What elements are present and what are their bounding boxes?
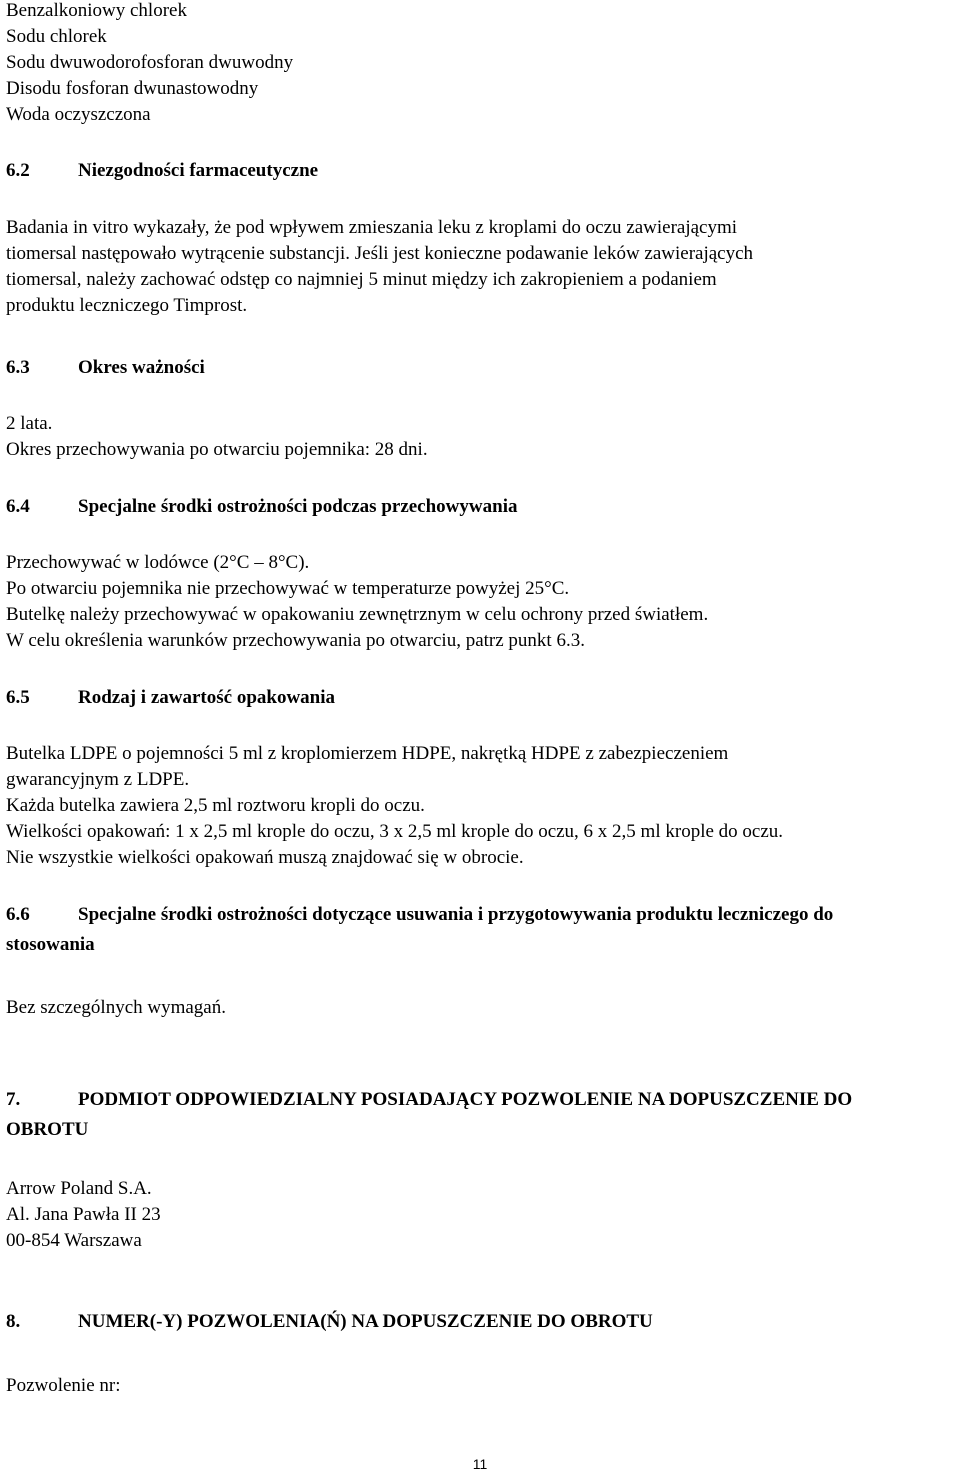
body-line: Wielkości opakowań: 1 x 2,5 ml krople do oczu, 3 x 2,5 ml krople do oczu, 6 x 2,5 ml krople do oczu. [6,821,784,842]
section-number: 6.3 [6,357,30,378]
section-heading-6-4 [6,494,517,520]
section-body-7 [6,1176,161,1254]
body-line: gwarancyjnym z LDPE. [6,769,190,790]
section-body-6-2 [6,215,753,319]
section-body-6-6: Bez szczególnych wymagań. [6,997,226,1018]
body-line: Każda butelka zawiera 2,5 ml roztworu kropli do oczu. [6,795,425,816]
body-line: Badania in vitro wykazały, że pod wpływem zmieszania leku z kroplami do oczu zawierającymi [6,217,738,238]
body-line: Arrow Poland S.A. [6,1178,152,1199]
section-number: 6.4 [6,496,30,517]
ingredient-item: Sodu chlorek [6,26,107,47]
section-number: 6.6 [6,904,30,925]
section-body-6-3 [6,411,428,463]
ingredients-list [6,0,293,128]
body-line: Okres przechowywania po otwarciu pojemnika: 28 dni. [6,439,428,460]
section-heading-7 [6,1085,866,1145]
body-line: tiomersal następowało wytrącenie substancji. Jeśli jest konieczne podawanie leków zawierających [6,243,754,264]
section-title: Okres ważności [78,357,205,378]
section-body-6-4 [6,550,708,654]
section-number: 7. [6,1089,21,1110]
ingredient-item: Sodu dwuwodorofosforan dwuwodny [6,52,294,73]
section-title: NUMER(-Y) POZWOLENIA(Ń) NA DOPUSZCZENIE DO OBROTU [78,1311,653,1332]
body-line: produktu leczniczego Timprost. [6,295,248,316]
section-heading-6-2 [6,158,318,184]
body-line: Nie wszystkie wielkości opakowań muszą znajdować się w obrocie. [6,847,524,868]
section-heading-6-3 [6,355,205,381]
section-number: 6.2 [6,160,30,181]
body-line: Butelka LDPE o pojemności 5 ml z kroplomierzem HDPE, nakrętką HDPE z zabezpieczeniem [6,743,729,764]
ingredient-item: Woda oczyszczona [6,104,151,125]
section-heading-6-6 [6,900,906,960]
section-title: Rodzaj i zawartość opakowania [78,687,336,708]
body-line: Przechowywać w lodówce (2°C – 8°C). [6,552,310,573]
section-heading-8 [6,1309,653,1335]
section-title: Specjalne środki ostrożności podczas przechowywania [78,496,518,517]
section-heading-6-5 [6,685,335,711]
section-number: 6.5 [6,687,30,708]
page-number: 11 [472,1456,488,1472]
body-line: Al. Jana Pawła II 23 [6,1204,161,1225]
body-line: 2 lata. [6,413,53,434]
section-title: Specjalne środki ostrożności dotyczące usuwania i przygotowywania produktu leczniczego do stosowania [6,904,834,955]
ingredient-item: Benzalkoniowy chlorek [6,0,187,21]
body-line: tiomersal, należy zachować odstęp co najmniej 5 minut między ich zakropieniem a podaniem [6,269,717,290]
body-line: Butelkę należy przechowywać w opakowaniu zewnętrznym w celu ochrony przed światłem. [6,604,709,625]
section-title: Niezgodności farmaceutyczne [78,160,319,181]
ingredient-item: Disodu fosforan dwunastowodny [6,78,259,99]
section-body-6-5 [6,741,783,871]
section-body-8: Pozwolenie nr: [6,1375,121,1396]
section-title: PODMIOT ODPOWIEDZIALNY POSIADAJĄCY POZWOLENIE NA DOPUSZCZENIE DO OBROTU [6,1089,853,1140]
body-line: W celu określenia warunków przechowywania po otwarciu, patrz punkt 6.3. [6,630,585,651]
section-number: 8. [6,1311,21,1332]
body-line: Po otwarciu pojemnika nie przechowywać w temperaturze powyżej 25°C. [6,578,570,599]
body-line: 00-854 Warszawa [6,1230,142,1251]
